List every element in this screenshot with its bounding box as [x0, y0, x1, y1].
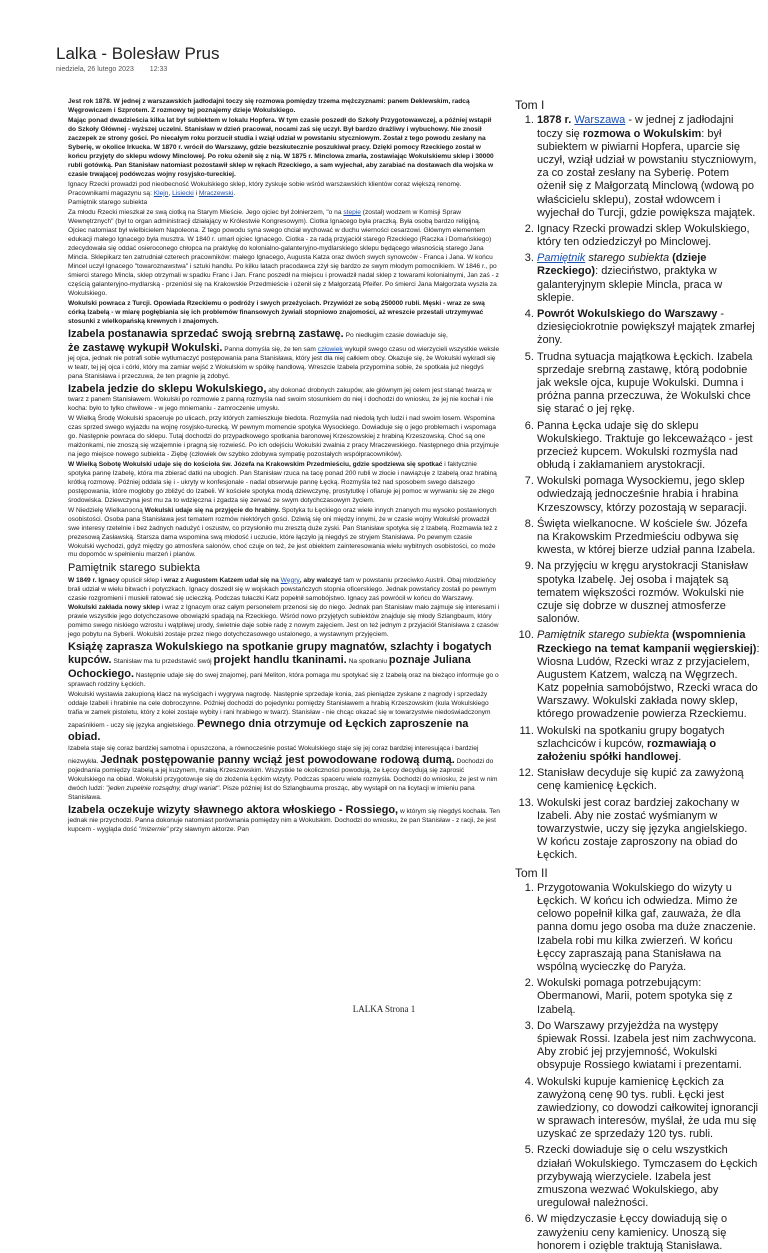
heading: Izabela jedzie do sklepu Wokulskiego, — [68, 383, 267, 396]
list-item: 2. Wokulski pomaga potrzebującym: Obermanowi, Marii, potem spotyka się z Izabelą. — [537, 977, 760, 1017]
note-time: 12:33 — [149, 66, 168, 73]
link-mraczewski[interactable]: Mraczewski — [198, 189, 234, 197]
list-item: 5. Trudna sytuacja majątkowa Łęckich. Izabela sprzedaje srebrną zastawę, którą podobnie jak weksle ojca, kupuje Wokulski. Dumna i próżna panna przeczuwa, że Wokulski chce się starać o jej rękę. — [537, 351, 760, 417]
note-date: niedziela, 26 lutego 2023 — [56, 66, 134, 73]
heading: że zastawę wykupił Wokulski. — [68, 342, 223, 355]
paragraph: Mając ponad dwadzieścia kilka lat był subiektem w lokalu Hopfera. W tym czasie poszedł do Szkoły Przygotowawczej, a później wstąpił do Szkoły Głównej - wyższej uczelni. Stanisław w dzień pracował, nocami zaś się uczył. Był bardzo drażliwy i wybuchowy. Nie znosił zaczepek ze strony gości. Po niecałym roku porzucił studia i wziął udział w powstaniu styczniowym. Został z tego powodu zesłany na Syberię, w okolice Irkucka. W 1870 r. wrócił do Warszawy, gdzie bezskutecznie poszukiwał pracy. Dzięki pomocy Rzeckiego został w końcu przyjęty do sklepu wdowy Minclowej. Po roku ożenił się z nią. W 1875 r. Minclowa zmarła, zostawiając Wokulskiemu sklep i 30000 rubli gotówką. Pan Stanisław natomiast pozostawił sklep w rękach Rzeckiego, a sam wyjechał, aby zarabiać na dostawach dla wojska w czasie trwającej podówczas wojny rosyjsko-tureckiej. — [68, 116, 494, 178]
paragraph: Za młodu Rzecki mieszkał ze swą ciotką na Starym Mieście. Jego ojciec był żołnierzem, "o na stepie (został) wodzem w Komisji Spraw Wewnętrznych" (był to organ administracji działający w Królestwie Kongresowym). Ciotka Ignacego była praczką. Była osobą bardzo religijną. Ojciec natomiast był wielbicielem Napoleona. Z tego powodu syna swego chciał wychować w duchu wierności cesarzowi. Głównym elementem edukacji małego Ignacego była musztra. W 1840 r. umarł ojciec Ignacego. Ciotka - za radą przyjaciół starego Rzeckiego (Raczka i Domańskiego) zdecydowała się oddać osieroconego chłopca na praktykę do kolonialno-galanteryjno-mydlarskiego sklepu będącego własnością starego Jana Mincla. Sklepikarz ten zatrudniał czterech pracowników: małego Ignacego, Augusta Katza oraz dwóch swych synowców - Franca i Jana. W końcu Mincel uczył Ignacego "towaroznawstwa" i sztuki handlu. Po kilku latach pracodawca zżył się bardzo ze swym młodym pomocnikiem. W 1846 r., po śmierci starego Mincla, sklep otrzymali w spadku Franc i Jan. Franc poszedł na miejscu i prowadził nadal sklep z towarami kolonialnymi, Jan zaś - z częścią galanteryjno-mydlarską - przeniósł się na Krakowskie Przedmieście i ożenił się z Małgorzatą Pfeifer. Po śmierci Jana Małgorzata wyszła za Wokulskiego. — [68, 209, 499, 298]
paragraph: Wokulski zakłada nowy sklep i wraz z Ignacym oraz całym personelem przenosi się do niego. Jednak pan Stanisław mało zajmuje się interesami i prawie wszystkie jego dotychczasowe obowiązki spadają na Rzeckiego. Wśród nowo przyjętych subiektów znajduje się młody Szlangbaum, który pomimo swego niskiego wzrostu i wątpliwej urody, świetnie daje sobie radę z nowym zajęciem. Jest on też jednym z przyjaciół Stanisława z czasów jego pobytu na Syberii. Wokulski zostaje przez niego dotychczasowego ustalonego, a wystawnym przyjęciem. — [68, 604, 500, 639]
paragraph: Ignacy Rzecki prowadzi pod nieobecność Wokulskiego sklep, który zyskuje sobie wśród warszawskich klientów coraz większą renomę. Pracownikami magazynu są: Klejn, Lisiecki i Mraczewski. — [68, 180, 462, 197]
list-item: 10. Pamiętnik starego subiekta (wspomnienia Rzeckiego na temat kampanii węgierskiej): Wiosna Ludów, Rzecki wraz z przyjacielem, Augustem Katzem, walczą na Węgrzech. Katz popełnia samobójstwo, Rzecki wraca do Warszawy. Wokulski zakłada nowy sklep, którego prowadzenie powierza Rzeckiemu. — [537, 629, 760, 721]
summary-column — [68, 98, 500, 1016]
heading: Jednak postępowanie panny wciąż jest powodowane rodową dumą. — [100, 753, 455, 766]
paragraph: Izabela staje się coraz bardziej samotna i opuszczona, a równocześnie postać Wokulskiego staje się jej coraz bardziej interesująca i bardziej niezwykła. Jednak postępowanie panny wciąż jest powodowane rodową dumą. Dochodzi do pojednania pomiędzy Izabelą a jej kuzynem, hrabią Krzeszowskim. Wszystkie te okoliczności powodują, że Łęccy decydują się zaprosić Wokulskiego na obiad. Wokulski przygotowuje się do złożenia Łęckim wizyty. Podczas spaceru wiele rozmyśla. Dochodzi do wniosku, że jest w nim dwóch ludzi: "jeden zupełnie rozsądny, drugi wariat". Pisze później list do Szlangbauma prosząc, aby wystąpił on na licytacji w imieniu pana Stanisława. — [68, 745, 498, 802]
paragraph: że zastawę wykupił Wokulski. Panna domyśla się, że ten sam człowiek wykupił swego czasu od wierzycieli wszystkie weksle jej ojca, jednak nie potrafi sobie wytłumaczyć postępowania pana Stanisława, który jest dla niej całkiem obcy. Okazuje się, że Wokulski wykradł się w teatr, tej jej ojca i córki, który ma zamiar wejść z Wokulskim w spółkę handlową. Wreszcie Izabela przypomina sobie, że spotkała już niegdyś pana Stanisława i przeczuwa, że ten pragnie ją zdobyć. — [68, 342, 500, 381]
list-item: 8. Święta wielkanocne. W kościele św. Józefa na Krakowskim Przedmieściu odbywa się kwesta, w której bierze udział panna Izabela. — [537, 518, 760, 558]
paragraph: W Niedzielę Wielkanocną Wokulski udaje się na przyjęcie do hrabiny. Spotyka tu Łęckiego oraz wiele innych znanych mu wysoko postawionych osobistości. Osoba pana Stanisława jest tematem rozmów niektórych gości. Dziwią się oni między innymi, że w czasie wojny Wokulski prowadził swe interesy rzetelnie i bez żadnych nadużyć i oszustw, co przysłoniło mu zresztą duże zyski. Pan Stanisław spotyka się z Izabelą. Rozmawia też z prezesową Zasławską. Starsza dama wspomina swą młodość i uczucie, które łączyło ją niegdyś ze stryjem Stanisława. Po pewnym czasie Wokulski wychodzi, gdyż między go atmosfera salonów, choć czuje on też, że jest obiektem zainteresowania wielu wybitnych osobistości, co może mu dopomóc w spełnieniu marzeń i planów. — [68, 506, 498, 559]
paragraph: Izabela oczekuje wizyty sławnego aktora włoskiego - Rossiego, w którym się niegdyś kochała. Ten jednak nie przychodzi. Panna dokonuje natomiast porównania pomiędzy nim a Wokulskim. Dochodzi do wniosku, że pan Stanisław - z racji, że jest kupcem - wygląda dość "mizernie" przy sławnym aktorze. Pan — [68, 803, 500, 834]
link-wegry[interactable]: Węgry — [280, 576, 300, 584]
paragraph: W Wielką Sobotę Wokulski udaje się do kościoła św. Józefa na Krakowskim Przedmieściu, gdzie spodziewa się spotkać i faktycznie spotyka pannę Izabelę, która ma zbierać datki na ubogich. Pan Stanisław rzuca na tacę ponad 200 rubli w złocie i nawiązuje z Izabelą oraz hrabiną krótką rozmowę. Później oddala się i - ukryty w konfesjonale - nadal obserwuje pannę Łęcką. Rozmyśla też nad sposobem swego dalszego postępowania, które mogłoby go zbliżyć do Izabeli. W kościele spotyka modą dziewczynę, prostytutkę i ofiaruje jej pomoc w wyrwaniu się ze złego środowiska. Dziewczyna jest mu za to wdzięczna i zgadza się zerwać ze swym dotychczasowym życiem. — [68, 460, 497, 504]
list-item: 6. Panna Łęcka udaje się do sklepu Wokulskiego. Traktuje go lekceważąco - jest przecież kupcem. Wokulski rozmyśla nad obłudą i zakłamaniem arystokracji. — [537, 420, 760, 473]
heading: Izabela oczekuje wizyty sławnego aktora włoskiego - Rossiego, — [68, 803, 399, 816]
heading: Książę zaprasza Wokulskiego na spotkanie grupy magnatów, szlachty i bogatych kupców. — [68, 641, 492, 667]
list-item: 11. Wokulski na spotkaniu grupy bogatych szlachciców i kupców, rozmawiają o założeniu spółki handlowej. — [537, 725, 760, 765]
link-warszawa[interactable]: Warszawa — [574, 114, 626, 127]
list-item: 12. Stanisław decyduje się kupić za zawyżoną cenę kamienicę Łęckich. — [537, 767, 760, 793]
paragraph: Pamiętnik starego subiekta — [68, 199, 148, 207]
page-title: Lalka - Bolesław Prus — [56, 44, 220, 63]
heading: Pewnego dnia otrzymuje od Łęckich zaproszenie na obiad. — [68, 717, 469, 743]
outline-column — [515, 98, 760, 1252]
list-item: 5. Rzecki dowiaduje się o celu wszystkich działań Wokulskiego. Tymczasem do Łęckich przybywają wierzyciele. Izabela jest zmuszona wezwać Wokulskiego, aby uregulował należności. — [537, 1144, 760, 1210]
link-czlowiek[interactable]: człowiek — [317, 346, 343, 354]
list-item: 3. Do Warszawy przyjeżdża na występy śpiewak Rossi. Izabela jest nim zachwycona. Aby zrobić jej przyjemność, Wokulski obsypuje Rossiego kwiatami i prezentami. — [537, 1020, 760, 1073]
note-meta — [56, 66, 181, 73]
list-item: 1. Przygotowania Wokulskiego do wizyty u Łęckich. W końcu ich odwiedza. Mimo że celowo popełnił kilka gaf, zauważa, że dla panna domu jego osoba ma duże znaczenie. Izabela robi mu kilka zwierzeń. W końcu Łęccy zapraszają pana Stanisława na wspólną wycieczkę do Paryża. — [537, 882, 760, 974]
paragraph: W Wielką Środę Wokulski spaceruje po ulicach, przy których zamieszkuje biedota. Rozmyśla nad niedolą tych ludzi i nad swoim losem. Wspomina czas sprzed swego wyjazdu na wojnę rosyjsko-turecką. W pewnym momencie spotyka Wysockiego. Dowiaduje się o jego problemach i wspomaga go. Następnie powraca do sklepu. Tutaj dochodzi do przypadkowego spotkania baronowej Krzeszowskiej z hrabiną Krzeszowską. Choć są one małżonkami, nie znoszą się wzajemnie i pragną się rozwieść. Po ich odejściu Wokulski zwalnia z pracy Mraczewskiego. Następnego dnia przyjmuje na jego miejsce nowego subiekta - Ziębę (człowiek ów szybko zdobywa sympatię pozostałych współpracowników). — [68, 415, 499, 458]
outline-list — [515, 114, 760, 862]
list-item: 6. W międzyczasie Łęccy dowiadują się o zawyżeniu ceny kamienicy. Unoszą się honorem i ozięble traktują Stanisława. — [537, 1213, 760, 1253]
paragraph: Wokulski powraca z Turcji. Opowiada Rzeckiemu o podróży i swych przeżyciach. Przywiózł ze sobą 250000 rubli. Męski - wraz ze swą córką Izabelą - w miarę pogłębiania się ich problemów finansowych żywiali stopniowo znajomości, aż wreszcie przestali utrzymywać stosunki z wielkopańską krewnych i znajomych. — [68, 299, 485, 325]
list-item: 2. Ignacy Rzecki prowadzi sklep Wokulskiego, który ten odziedziczył po Minclowej. — [537, 223, 760, 249]
link-pamietnik[interactable]: Pamiętnik — [537, 252, 586, 265]
link-lisiecki[interactable]: Lisiecki — [172, 189, 194, 197]
list-item: 3. Pamiętnik starego subiekta (dzieje Rzeckiego): dzieciństwo, praktyka w galanteryjnym sklepie Mincla, praca w sklepie. — [537, 252, 760, 305]
volume-heading: Tom II — [515, 865, 548, 880]
list-item: 4. Powrót Wokulskiego do Warszawy - dziesięciokrotnie powiększył majątek zmarłej żony. — [537, 308, 760, 348]
paragraph: Izabela postanawia sprzedać swoją srebrną zastawę. Po niedługim czasie dowiaduje się, — [68, 327, 448, 340]
list-item: 1. 1878 r. Warszawa - w jednej z jadłodajni toczy się rozmowa o Wokulskim: był subiektem w piwiarni Hopfera, uparcie się uczył, wziął udział w powstaniu styczniowym, za co został zesłany na Syberię. Potem ożenił się z Małgorzatą Minclową (wdową po właścicielu sklepu), został wdowcem i wyjechał do Turcji, gdzie powiększa majątek. — [537, 114, 760, 220]
heading: Izabela postanawia sprzedać swoją srebrną zastawę. — [68, 327, 344, 340]
page-footer: LALKA Strona 1 — [352, 1004, 416, 1014]
list-item: 13. Wokulski jest coraz bardziej zakochany w Izabeli. Aby nie zostać wyśmianym w towarzystwie, uczy się języka angielskiego. W końcu zostaje zaproszony na obiad do Łęckich. — [537, 797, 760, 863]
link-klejn[interactable]: Klejn — [153, 189, 169, 197]
volume-heading: Tom I — [515, 98, 545, 112]
paragraph: W 1849 r. Ignacy opuścił sklep i wraz z Augustem Katzem udał się na Węgry, aby walczyć tam w powstaniu przeciwko Austrii. Obaj młodzieńcy brali udział w wielu bitwach i potyczkach. Ignacy doszedł się w wojskach powstańczych stopnia oficerskiego. Jednak powstańcy zostali po pewnym czasie rozgromieni i musieli ratować się ucieczką. Podczas tułaczki Katz popełnił samobójstwo. Ignacy zaś powrócił w końcu do Warszawy. — [68, 576, 497, 602]
paragraph: Izabela jedzie do sklepu Wokulskiego, aby dokonać drobnych zakupów, ale głównym jej celem jest stanąć twarzą w twarz z panem Stanisławem. Wokulski po rozmowie z panną rozmyśla nad swoim stosunkiem do niej i dochodzi do wniosku, że jej nie kochał i nie kocha: było to tylko chwilowe - w jego mniemaniu - zamroczenie umysłu. — [68, 383, 494, 413]
paragraph: Wokulski wystawia zakupioną klacz na wyścigach i wygrywa nagrodę. Następnie sprzedaje konia, zaś pieniądze zyskane z nagrody i sprzedaży oddaje Izabeli i hrabinie na cele dobroczynne. Później dochodzi do pojedynku pomiędzy Stanisławem a hrabią Krzeszowskim (kula Wokulskiego trafia w zamek pistoletu, który z kolei zostaje wybity i rani hrabiego w twarz). Stanisław - nie chcąc okazać się w towarzystwie niedoświadczonym zapaśnikiem - uczy się języka angielskiego. Pewnego dnia otrzymuje od Łęckich zaproszenie na obiad. — [68, 690, 491, 743]
list-item: 9. Na przyjęciu w kręgu arystokracji Stanisław spotyka Izabelę. Jej osoba i majątek są tematem większości rozmów. Wokulski nie czuje się dobrze w dusznej atmosferze salonów. — [537, 560, 760, 626]
outline-list — [515, 882, 760, 1253]
paragraph: Książę zaprasza Wokulskiego na spotkanie grupy magnatów, szlachty i bogatych kupców. Stanisław ma tu przedstawić swój projekt handlu tkaninami. Na spotkaniu poznaje Juliana Ochockiego. Następnie udaje się do swej znajomej, pani Meliton, która pomaga mu spotykać się z Izabelą oraz na bieżąco informuje go o sprawach rodziny Łęckich. — [68, 641, 499, 688]
section-heading: Pamiętnik starego subiekta — [68, 562, 201, 575]
paragraph: Jest rok 1878. W jednej z warszawskich jadłodajni toczy się rozmowa pomiędzy trzema mężczyznami: panem Deklewskim, radcą Węgrowiczem i Szprotem. Z rozmowy tej poznajemy dzieje Wokulskiego. — [68, 98, 470, 114]
list-item: 7. Wokulski pomaga Wysockiemu, jego sklep odwiedzają jednocześnie hrabia i hrabina Krzeszowscy, którzy pozostają w separacji. — [537, 475, 760, 515]
list-item: 4. Wokulski kupuje kamienicę Łęckich za zawyżoną cenę 90 tys. rubli. Łęcki jest zawiedziony, co dowodzi całkowitej ignorancji w sprawach interesów, myślał, że uda mu się uzyskać ze sprzedaży 120 tys. rubli. — [537, 1076, 760, 1142]
link-stepie[interactable]: stepie — [343, 209, 361, 217]
